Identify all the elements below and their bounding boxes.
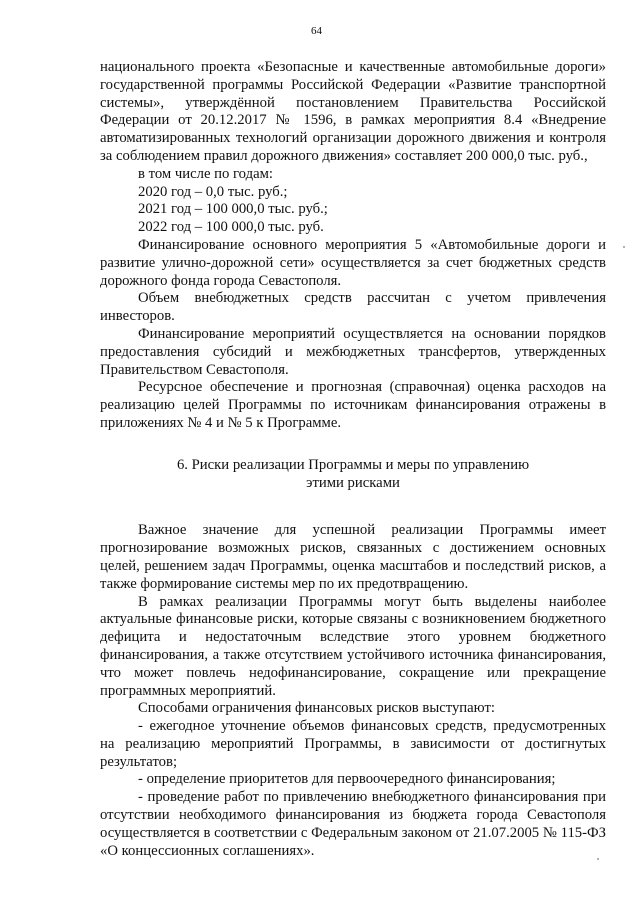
section-heading-line-1: 6. Риски реализации Программы и меры по управлению bbox=[176, 456, 530, 473]
risk-paragraph-methods-intro: Способами ограничения финансовых рисков выступают: bbox=[138, 700, 495, 717]
year-2020-line: 2020 год – 0,0 тыс. руб.; bbox=[138, 183, 288, 200]
continuation-paragraph: национального проекта «Безопасные и качественные автомобильные дороги» государственной программы Российской Федерации «Развитие транспортной системы», утверждённой постановлением Правительства Российской Федерации от 20.12.2017 № 1596, в рамках мероприятия 8.4 «Внедрение автоматизированных технологий организации дорожного движения и контроля за соблюдением правил дорожного движения» составляет 200 000,0 тыс. руб., bbox=[100, 59, 606, 164]
document-body bbox=[100, 59, 606, 860]
scan-speck bbox=[623, 246, 625, 248]
financing-paragraph-road-fund: Финансирование основного мероприятия 5 «Автомобильные дороги и развитие улично-дорожной сети» осуществляется за счет бюджетных средств дорожного фонда города Севастополя. bbox=[100, 236, 606, 289]
financing-paragraph-appendices: Ресурсное обеспечение и прогнозная (справочная) оценка расходов на реализацию целей Программы по источникам финансирования отражены в приложениях № 4 и № 5 к Программе. bbox=[100, 379, 606, 431]
section-heading-line-2: этими рисками bbox=[306, 474, 400, 491]
risk-measure-item: - ежегодное уточнение объемов финансовых средств, предусмотренных на реализацию мероприятий Программы, в зависимости от достигнутых результатов; bbox=[100, 718, 606, 770]
years-intro: в том числе по годам: bbox=[138, 165, 273, 182]
risk-paragraph-financial-risks: В рамках реализации Программы могут быть выделены наиболее актуальные финансовые риски, которые связаны с возникновением бюджетного дефицита и недостаточным вследствие этого уровнем бюджетного финансирования, а также отсутствием устойчивого источника финансирования, что может повлечь недофинансирование, сокращение или прекращение программных мероприятий. bbox=[100, 593, 606, 699]
financing-paragraph-investors: Объем внебюджетных средств рассчитан с учетом привлечения инвесторов. bbox=[100, 290, 606, 325]
year-2021-line: 2021 год – 100 000,0 тыс. руб.; bbox=[138, 201, 328, 218]
year-2022-line: 2022 год – 100 000,0 тыс. руб. bbox=[138, 219, 324, 236]
financing-paragraph-subsidies: Финансирование мероприятий осуществляется на основании порядков предоставления субсидий и межбюджетных трансфертов, утвержденных Правительством Севастополя. bbox=[100, 325, 606, 378]
risk-measure-item: - определение приоритетов для первоочередного финансирования; bbox=[138, 771, 556, 788]
section-heading bbox=[100, 457, 606, 493]
scan-speck bbox=[597, 858, 599, 860]
risk-measure-item: - проведение работ по привлечению внебюджетного финансирования при отсутствии необходимого финансирования из бюджета города Севастополя осуществляется в соответствии с Федеральным законом от 21.07.2005 № 115-ФЗ «О концессионных соглашениях». bbox=[100, 789, 606, 859]
page-number: 64 bbox=[311, 25, 322, 37]
risk-paragraph-forecasting: Важное значение для успешной реализации Программы имеет прогнозирование возможных рисков, связанных с достижением основных целей, решением задач Программы, оценка масштабов и последствий рисков, а также формирование системы мер по их предотвращению. bbox=[100, 522, 606, 592]
